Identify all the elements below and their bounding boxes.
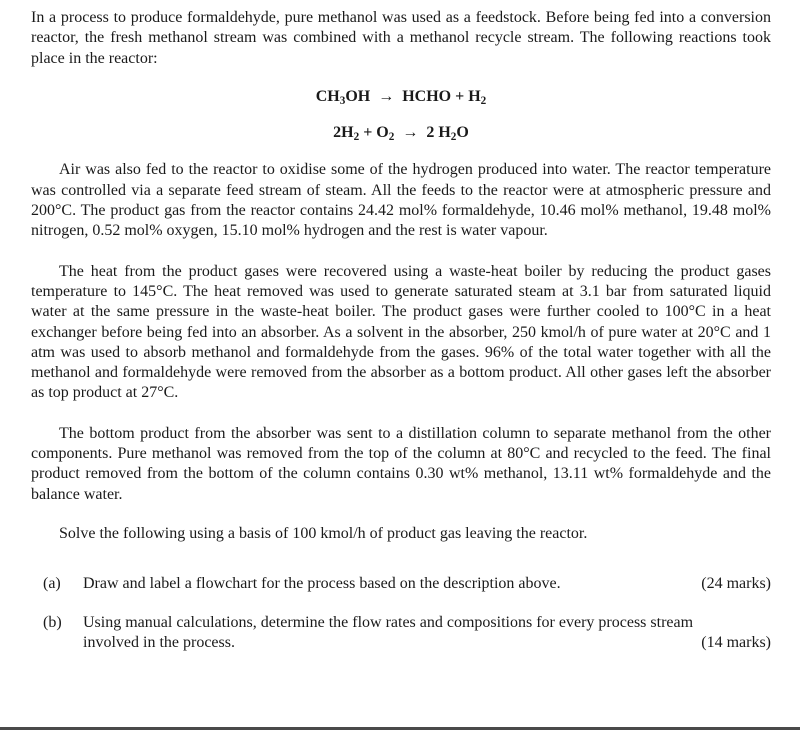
question-b-text-line-2: involved in the process.	[83, 633, 235, 651]
air-feed-paragraph: Air was also fed to the reactor to oxidise some of the hydrogen produced into water. The reactor temperature was controlled via a separate feed stream of steam. All the feeds to the reactor were at atmospheric pressure and 200°C. The product gas from the reactor contains 24.42 mol% formaldehyde, 10.46 mol% methanol, 19.48 mol% nitrogen, 0.52 mol% oxygen, 15.10 mol% hydrogen and the rest is water vapour.	[31, 161, 771, 240]
reaction-2-sub-c: 2	[450, 130, 457, 143]
reaction-1-sub-a: 3	[339, 94, 346, 107]
document-page	[31, 8, 771, 653]
intro-paragraph: In a process to produce formaldehyde, pure methanol was used as a feedstock. Before being fed into a conversion reactor, the fresh methanol stream was combined with a methanol recycle stream. The following reactions took place in the reactor:	[31, 9, 771, 67]
reaction-2-part-c: → 2 H	[394, 124, 451, 142]
question-a	[31, 574, 771, 594]
bottom-divider	[0, 727, 800, 730]
question-b-marks: (14 marks)	[701, 633, 771, 651]
reaction-1-part-b: OH → HCHO + H	[345, 87, 481, 105]
reaction-2-sub-b: 2	[388, 130, 395, 143]
question-b	[31, 613, 771, 654]
reaction-1-part-a: CH	[315, 87, 340, 105]
question-b-label: (b)	[43, 613, 62, 631]
distillation-paragraph: The bottom product from the absorber was sent to a distillation column to separate methanol from the other components. Pure methanol was removed from the top of the column at 80°C and recycled to the feed. The final product removed from the bottom of the column contains 0.30 wt% methanol, 13.11 wt% formaldehyde and the balance water.	[31, 424, 771, 503]
reaction-2-part-b: + O	[359, 124, 389, 142]
question-a-marks: (24 marks)	[701, 575, 771, 593]
basis-statement: Solve the following using a basis of 100 kmol/h of product gas leaving the reactor.	[59, 524, 588, 542]
heat-recovery-paragraph: The heat from the product gases were recovered using a waste-heat boiler by reducing the product gases temperature to 145°C. The heat removed was used to generate saturated steam at 3.1 bar from saturated liquid water at the same pressure in the waste-heat boiler. The product gases were further cooled to 100°C in a heat exchanger before being fed into an absorber. As a solvent in the absorber, 250 kmol/h of pure water at 20°C and 1 atm was used to absorb methanol and formaldehyde from the gases. 96% of the total water together with all the methanol and formaldehyde were removed from the absorber as a bottom product. All other gases left the absorber as top product at 27°C.	[31, 262, 771, 402]
reaction-2-sub-a: 2	[353, 130, 360, 143]
reaction-equation-2	[31, 123, 771, 143]
question-b-text-line-1: Using manual calculations, determine the flow rates and compositions for every process stream	[83, 613, 694, 631]
reaction-1-sub-b: 2	[480, 94, 487, 107]
reaction-2-part-a: 2H	[333, 124, 354, 142]
question-a-text: Draw and label a flowchart for the process based on the description above.	[83, 575, 561, 593]
reaction-2-part-d: O	[456, 124, 469, 142]
reaction-equation-1	[31, 87, 771, 107]
question-a-label: (a)	[43, 575, 61, 593]
